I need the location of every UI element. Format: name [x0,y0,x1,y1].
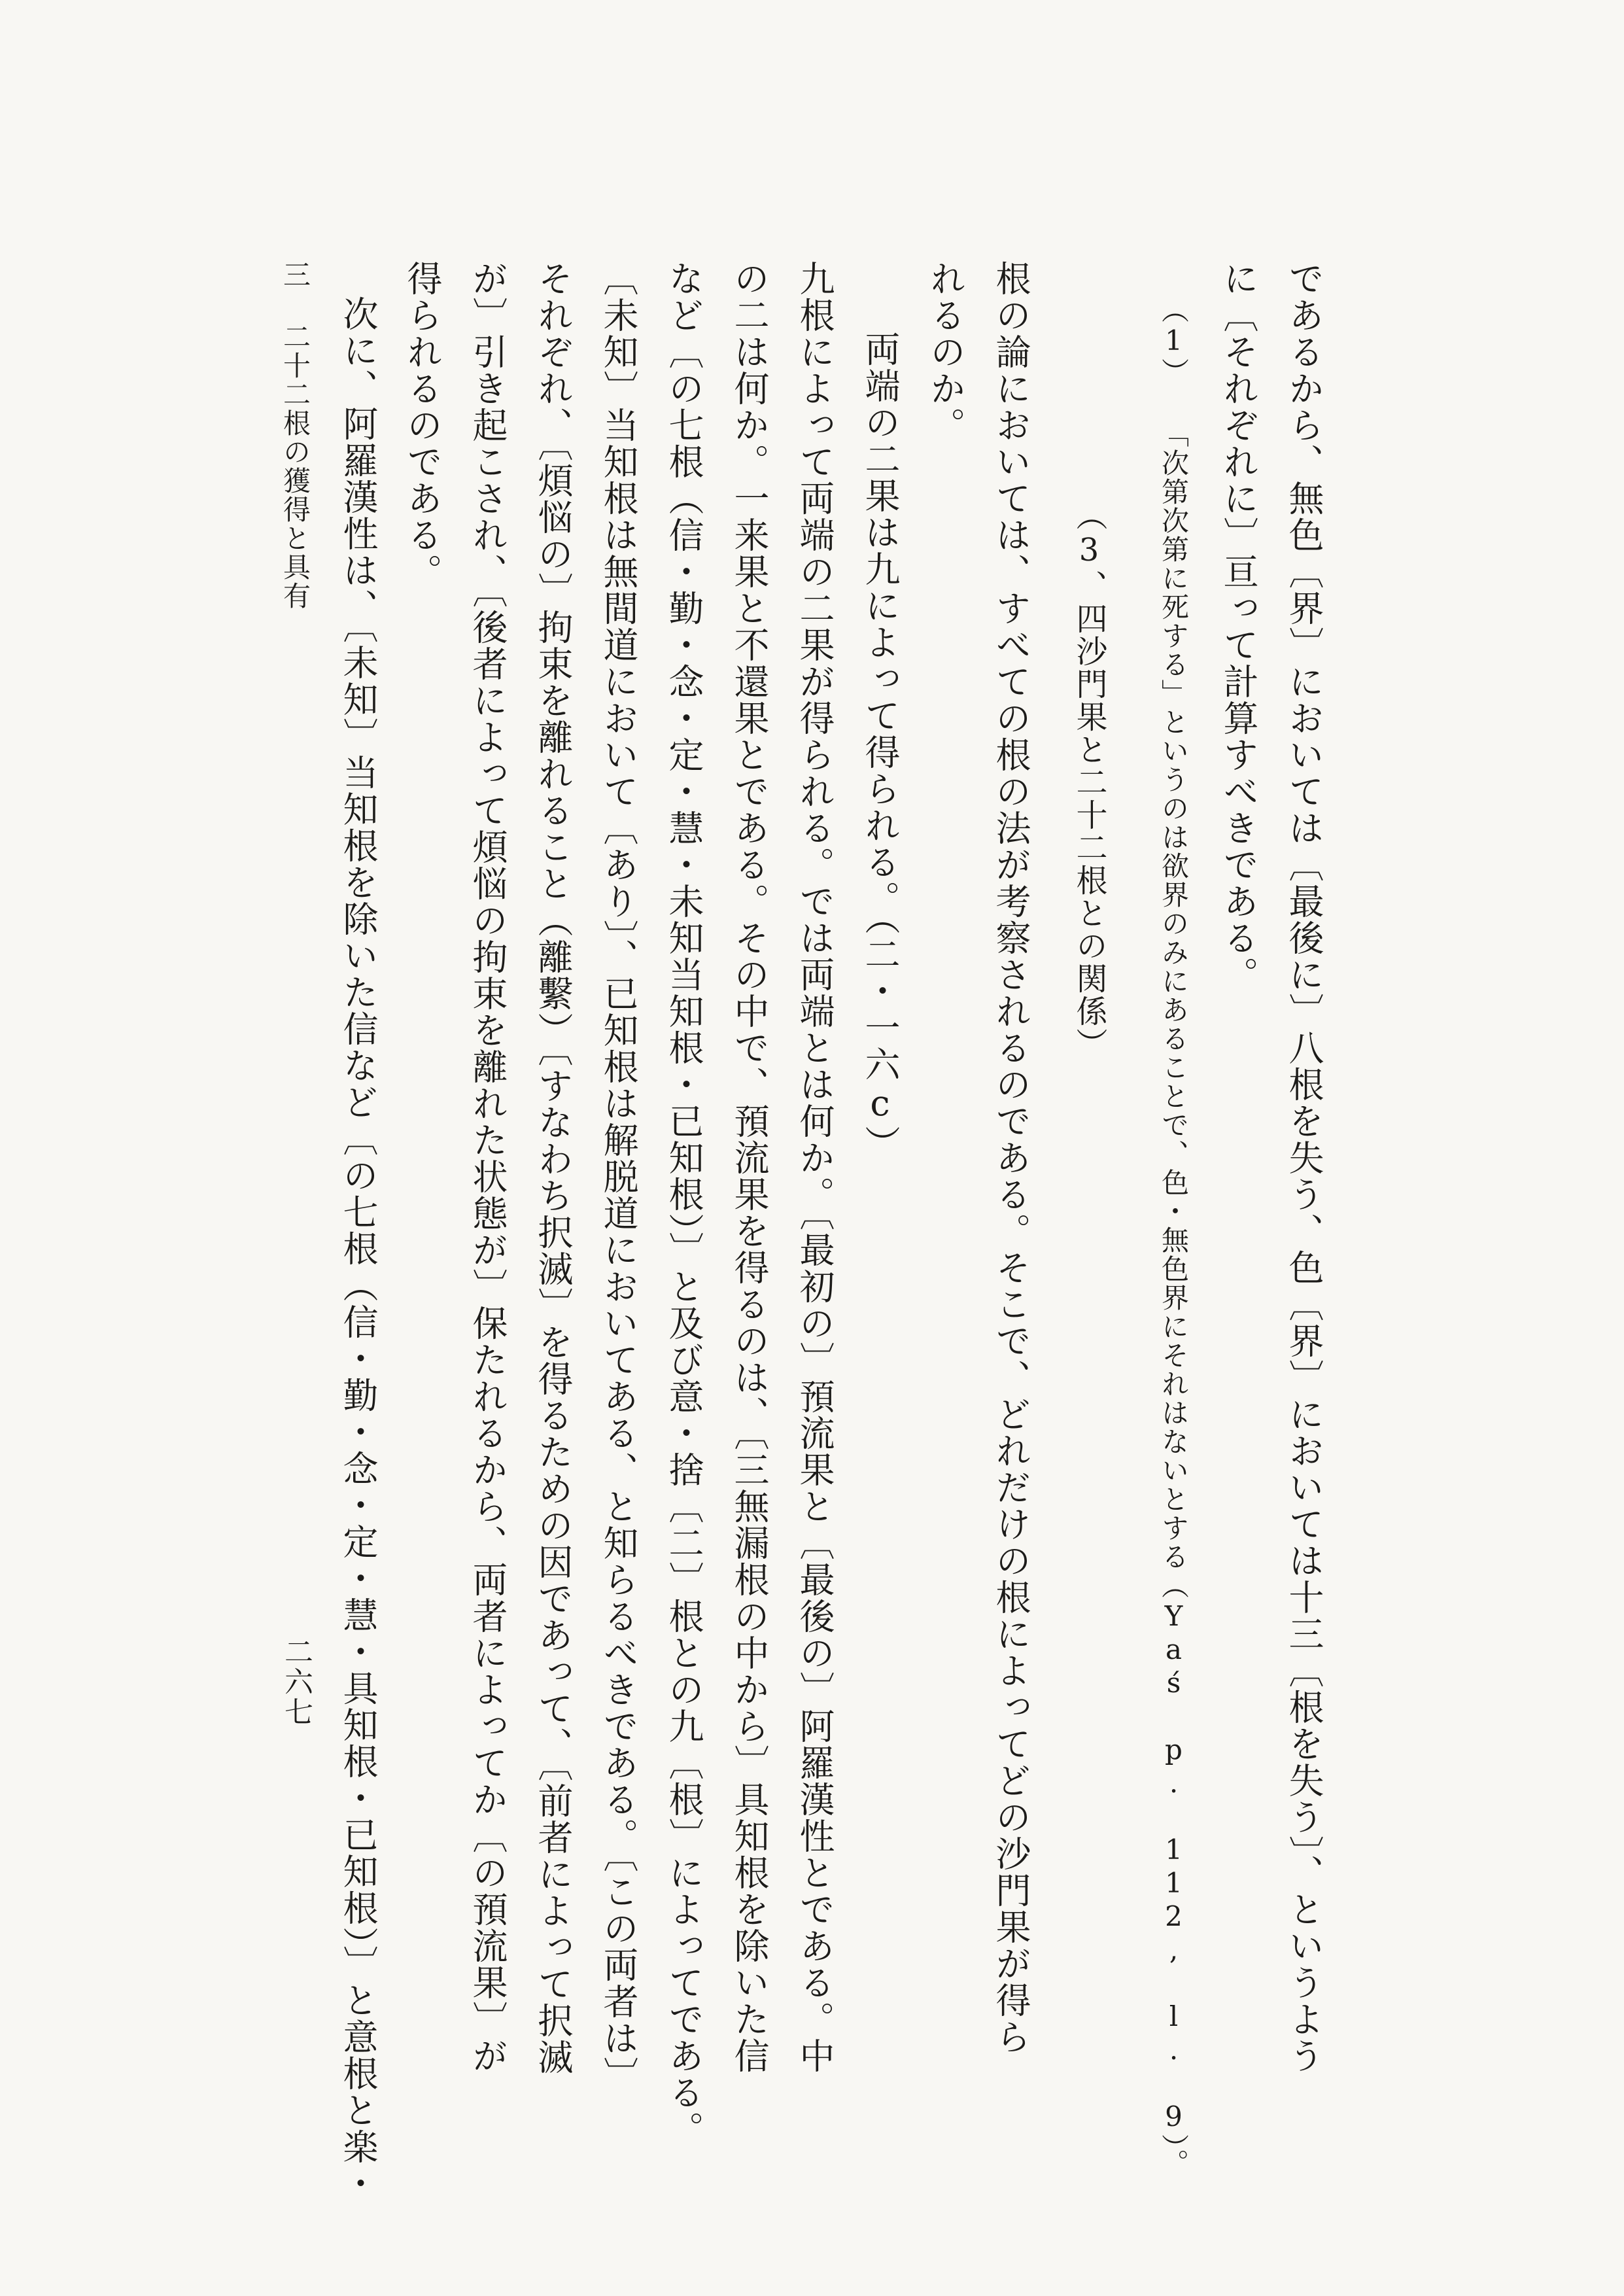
text-column-15: 次に、阿羅漢性は、〔未知〕当知根を除いた信など〔の七根（信・勤・念・定・慧・具知根・已知根）〕と意根と楽・ [337,296,379,2202]
page-number: 二六七 [279,1637,313,1727]
footnote-1: （1） 「次第次第に死する」というのは欲界のみにあることで、色・無色界にそれはないとする（Yaś p. 112, l. 9）。 [1158,296,1190,2178]
text-column-10: など〔の七根（信・勤・念・定・慧・未知当知根・已知根）〕と及び意・捨〔二〕根との九〔根〕によってである。 [663,260,704,2148]
verse-line: 両端の二果は九によって得られる。（二・一六c） [859,331,901,1162]
text-column-5: 根の論においては、すべての根の法が考察されるのである。そこで、どれだけの根によってどの沙門果が得ら [990,260,1031,2055]
text-column-2: に〔それぞれに〕亘って計算すべきである。 [1218,260,1259,993]
text-column-14: 得られるのである。 [402,260,443,590]
text-column-12: それぞれ、〔煩悩の〕拘束を離れること（離繫）〔すなわち択滅〕を得るための因であって、〔前者によって択滅 [532,260,574,2076]
text-column-1: であるから、無色〔界〕においては〔最後に〕八根を失う、色〔界〕においては十三〔根を失う〕、というよう [1283,260,1324,2074]
text-column-11: 〔未知〕当知根は無間道において〔あり〕、已知根は解脱道においてある、と知らるべきである。〔この両者は〕 [598,260,639,2093]
text-column-9: の二は何か。一来果と不還果とである。その中で、預流果を得るのは、〔三無漏根の中から〕具知根を除いた信 [729,260,770,2074]
text-column-13: が〕引き起こされ、〔後者によって煩悩の拘束を離れた状態が〕保たれるから、両者によってか〔の預流果〕が [467,260,508,2074]
running-header: 三 二十二根の獲得と具有 [279,260,311,610]
text-column-8: 九根によって両端の二果が得られる。では両端とは何か。〔最初の〕預流果と〔最後の〕阿羅漢性とである。中 [794,260,835,2074]
text-column-6: れるのか。 [925,260,966,444]
section-heading: （3、四沙門果と二十二根との関係） [1071,499,1107,1060]
